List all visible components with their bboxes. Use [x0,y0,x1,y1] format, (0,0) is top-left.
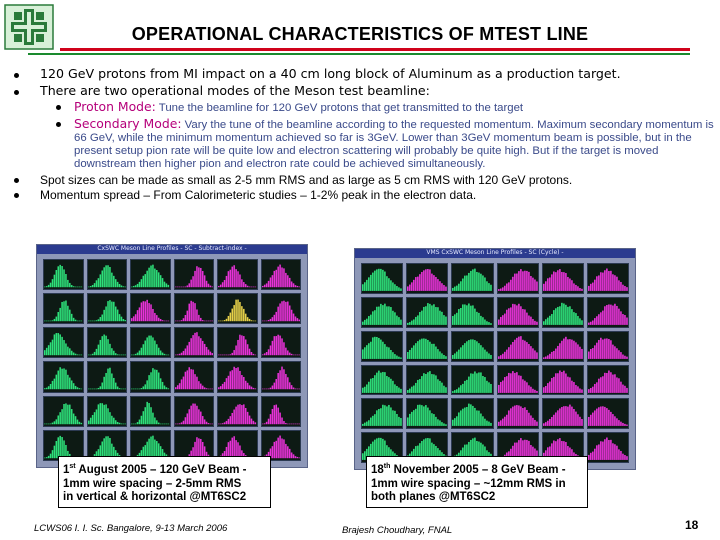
profile-histogram [130,361,171,392]
bullet-dot-icon [56,105,61,110]
caption-line: 1mm wire spacing – ~12mm RMS in [371,477,566,490]
panel-title-bar [355,249,635,258]
profile-histogram [361,297,403,328]
bullet-dot-icon [14,193,19,198]
profile-histogram [451,331,493,362]
profile-grid [43,259,301,461]
profile-histogram [43,327,84,358]
profile-histogram [261,361,302,392]
profile-histogram [130,259,171,290]
bullet-list [14,66,714,203]
caption-ordinal: th [383,463,391,470]
profile-histogram [217,361,258,392]
bullet-dot-icon [14,178,19,183]
profile-histogram [497,297,539,328]
profile-histogram [174,327,215,358]
bullet-item [14,66,714,81]
profile-histogram [497,365,539,396]
caption-line: November 2005 – 8 GeV Beam - [390,464,566,476]
panel-title: VMS CxSWC Meson Line Profiles - SC (Cycle) - [426,249,564,256]
profile-histogram [361,398,403,429]
footer-author: Brajesh Choudhary, FNAL [342,525,453,536]
profile-histogram [406,263,448,294]
profile-histogram [43,293,84,324]
profile-histogram [587,263,629,294]
profile-histogram [217,327,258,358]
profile-histogram [261,396,302,427]
profile-histogram [451,263,493,294]
profile-histogram [542,331,584,362]
profile-histogram [587,297,629,328]
profile-histogram [361,365,403,396]
profile-histogram [451,398,493,429]
profile-histogram [130,293,171,324]
profile-histogram [261,259,302,290]
profile-histogram [130,327,171,358]
profile-histogram [130,396,171,427]
profile-histogram [174,259,215,290]
profile-histogram [406,365,448,396]
profile-histogram [361,331,403,362]
profile-histogram [406,398,448,429]
profile-histogram [43,396,84,427]
profile-histogram [361,263,403,294]
page-title: OPERATIONAL CHARACTERISTICS OF MTEST LINE [131,24,589,44]
bullet-item [14,188,714,202]
bullet-text: Momentum spread – From Calorimeteric studies – 1-2% peak in the electron data. [40,188,477,202]
profile-grid [361,263,629,463]
left-caption [58,456,271,508]
bullet-item [14,173,714,187]
mode-label: Secondary Mode: [74,116,182,131]
caption-line: 1mm wire spacing – 2-5mm RMS [63,477,242,490]
bullet-dot-icon [14,90,19,95]
caption-ordinal: st [69,463,76,470]
bullet-text: There are two operational modes of the Meson test beamline: [40,83,430,98]
caption-line: August 2005 – 120 GeV Beam - [75,464,247,476]
footer-conference: LCWS06 I. I. Sc. Bangalore, 9-13 March 2006 [34,523,228,534]
profile-histogram [542,297,584,328]
profile-histogram [87,259,128,290]
bullet-text: Spot sizes can be made as small as 2-5 mm RMS and as large as 5 cm RMS with 120 GeV protons. [40,173,573,187]
profile-histogram [497,331,539,362]
mode-text: Vary the tune of the beamline according to the requested momentum. Maximum secondary momentum is 66 GeV, while the minimum momentum achieved so far is 3GeV. Lower than 3GeV momentum beam is possible, but in the present setup pion rate will be quite low and electron scattering will probably be quite high. But if the target is moved downstream then higher pion and electron rate could be achieved simultaneously. [74,119,714,170]
panel-title: CxSWC Meson Line Profiles - SC - Subtract-index - [97,245,247,252]
left-beam-profile-screenshot [36,244,308,468]
sub-bullet-item [14,100,714,115]
profile-histogram [217,293,258,324]
mode-text: Tune the beamline for 120 GeV protons that get transmitted to the target [158,102,524,114]
panel-title-bar [37,245,307,254]
profile-histogram [87,396,128,427]
title-rule-red [60,48,690,51]
profile-histogram [217,396,258,427]
profile-histogram [587,432,629,463]
caption-line: in vertical & horizontal @MT6SC2 [63,491,247,503]
profile-histogram [217,259,258,290]
profile-histogram [587,398,629,429]
profile-histogram [87,327,128,358]
profile-histogram [43,259,84,290]
sub-bullet-item [14,117,714,171]
profile-histogram [261,293,302,324]
profile-histogram [174,361,215,392]
fermilab-logo-icon [4,4,54,50]
title-rule-green [28,53,690,55]
caption-line: both planes @MT6SC2 [371,491,496,503]
profile-histogram [43,361,84,392]
right-beam-profile-screenshot [354,248,636,470]
bullet-dot-icon [14,73,19,78]
profile-histogram [87,361,128,392]
page-number: 18 [685,518,699,532]
profile-histogram [451,297,493,328]
caption-day: 1 [63,464,70,476]
profile-histogram [261,327,302,358]
profile-histogram [174,293,215,324]
bullet-dot-icon [56,122,61,127]
profile-histogram [542,365,584,396]
profile-histogram [406,331,448,362]
mode-label: Proton Mode: [74,99,156,114]
profile-histogram [542,263,584,294]
profile-histogram [497,263,539,294]
profile-histogram [87,293,128,324]
profile-histogram [587,365,629,396]
profile-histogram [497,398,539,429]
right-caption [366,456,588,508]
bullet-text: 120 GeV protons from MI impact on a 40 cm long block of Aluminum as a production target. [40,66,621,81]
caption-day: 18 [371,464,384,476]
profile-histogram [587,331,629,362]
profile-histogram [542,398,584,429]
profile-histogram [406,297,448,328]
profile-histogram [174,396,215,427]
profile-histogram [451,365,493,396]
bullet-item [14,83,714,98]
